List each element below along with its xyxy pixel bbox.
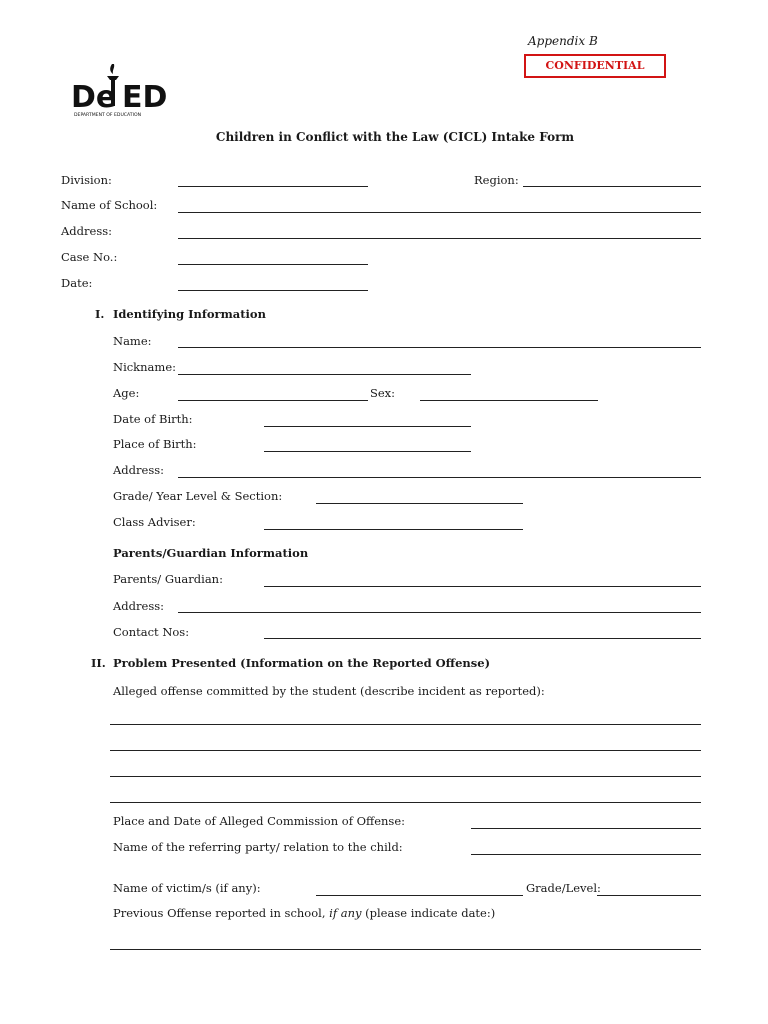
svg-text:DEPARTMENT OF EDUCATION: DEPARTMENT OF EDUCATION [74, 113, 142, 118]
place-date-label: Place and Date of Alleged Commission of Offense: [113, 814, 406, 828]
nickname-field[interactable] [178, 374, 471, 375]
section-2-numeral: II. [91, 656, 106, 670]
school-field[interactable] [178, 212, 701, 213]
place-date-field[interactable] [471, 828, 701, 829]
offense-line-1[interactable] [110, 724, 701, 725]
parents-heading: Parents/Guardian Information [113, 546, 309, 560]
nickname-label: Nickname: [113, 360, 176, 374]
referring-party-label: Name of the referring party/ relation to the child: [113, 840, 403, 854]
guardian-field[interactable] [264, 586, 701, 587]
offense-line-4[interactable] [110, 802, 701, 803]
region-label: Region: [474, 173, 519, 187]
adviser-field[interactable] [264, 529, 523, 530]
date-label: Date: [61, 276, 93, 290]
pob-field[interactable] [264, 451, 471, 452]
division-label: Division: [61, 173, 112, 187]
address-field[interactable] [178, 238, 701, 239]
grade-section-field[interactable] [316, 503, 523, 504]
adviser-label: Class Adviser: [113, 515, 196, 529]
sex-field[interactable] [420, 400, 598, 401]
parents-address-label: Address: [113, 599, 165, 613]
previous-offense-field[interactable] [110, 949, 701, 950]
address-label: Address: [61, 224, 113, 238]
victim-label: Name of victim/s (if any): [113, 881, 261, 895]
grade-level-field[interactable] [597, 895, 701, 896]
section-1-numeral: I. [95, 307, 105, 321]
svg-text:De: De [71, 80, 117, 115]
name-field[interactable] [178, 347, 701, 348]
grade-level-label: Grade/Level: [526, 881, 601, 895]
form-title: Children in Conflict with the Law (CICL) Intake Form [215, 130, 575, 144]
age-field[interactable] [178, 400, 368, 401]
region-field[interactable] [523, 186, 701, 187]
dob-field[interactable] [264, 426, 471, 427]
child-address-label: Address: [113, 463, 165, 477]
sex-label: Sex: [370, 386, 396, 400]
child-address-field[interactable] [178, 477, 701, 478]
offense-line-2[interactable] [110, 750, 701, 751]
previous-offense-label: Previous Offense reported in school, if any (please indicate date:) [113, 906, 496, 920]
parents-address-field[interactable] [178, 612, 701, 613]
appendix-label: Appendix B [528, 34, 598, 48]
name-label: Name: [113, 334, 152, 348]
section-2-heading: Problem Presented (Information on the Reported Offense) [113, 656, 491, 670]
school-label: Name of School: [61, 198, 158, 212]
victim-field[interactable] [316, 895, 523, 896]
referring-party-field[interactable] [471, 854, 701, 855]
pob-label: Place of Birth: [113, 437, 197, 451]
deped-logo [66, 58, 178, 120]
section-1-heading: Identifying Information [113, 307, 266, 321]
contact-field[interactable] [264, 638, 701, 639]
alleged-offense-label: Alleged offense committed by the student (describe incident as reported): [113, 684, 545, 698]
offense-line-3[interactable] [110, 776, 701, 777]
contact-label: Contact Nos: [113, 625, 190, 639]
svg-text:ED: ED [122, 80, 168, 115]
grade-section-label: Grade/ Year Level & Section: [113, 489, 283, 503]
guardian-label: Parents/ Guardian: [113, 572, 223, 586]
case-no-label: Case No.: [61, 250, 118, 264]
dob-label: Date of Birth: [113, 412, 193, 426]
confidential-stamp: CONFIDENTIAL [524, 54, 666, 78]
division-field[interactable] [178, 186, 368, 187]
date-field[interactable] [178, 290, 368, 291]
age-label: Age: [113, 386, 140, 400]
case-no-field[interactable] [178, 264, 368, 265]
